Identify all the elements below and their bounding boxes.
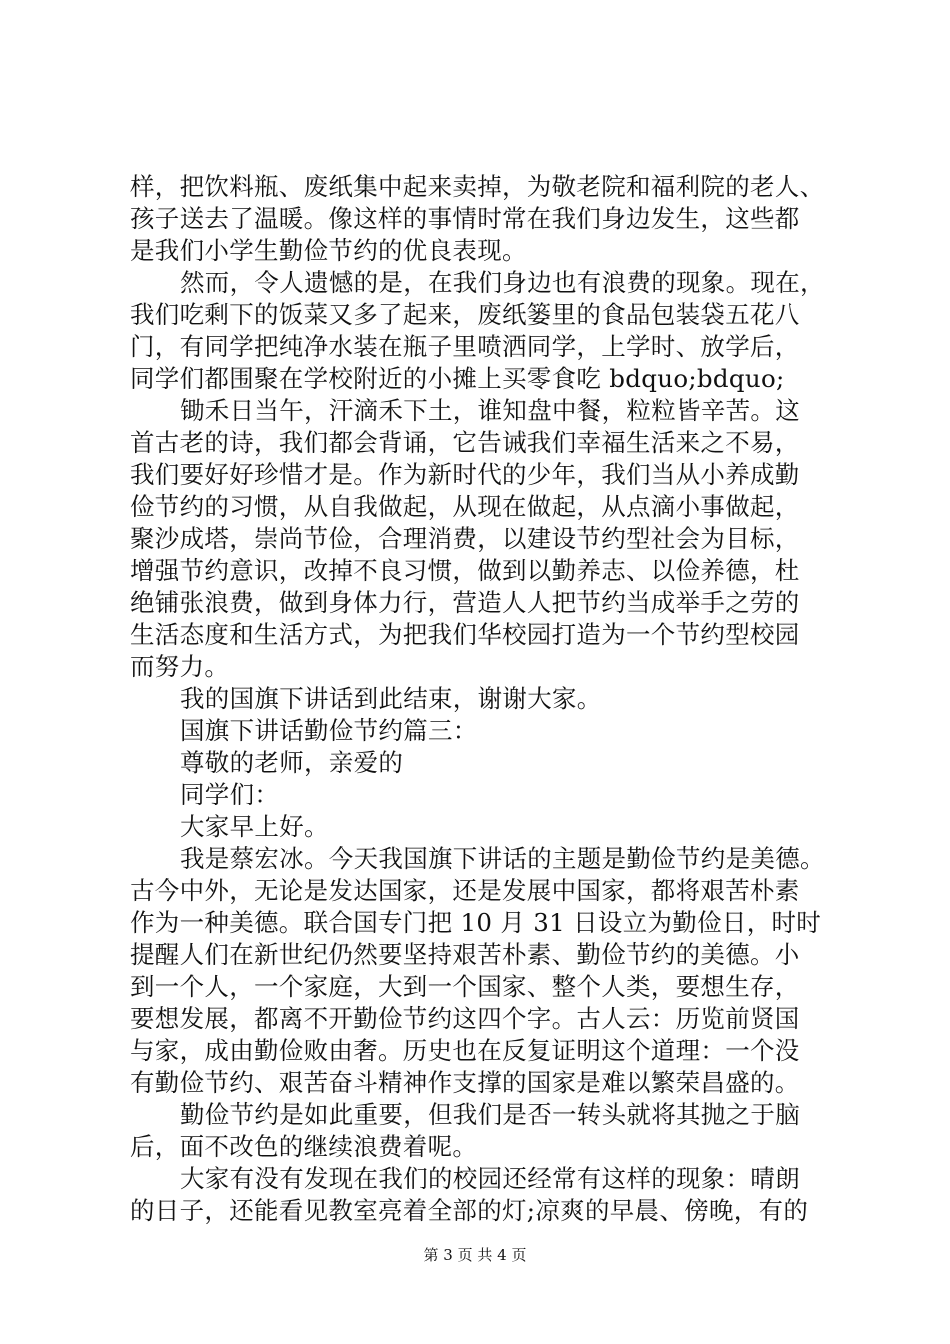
text-line: 聚沙成塔，崇尚节俭，合理消费，以建设节约型社会为目标，: [130, 524, 800, 553]
text-line: 锄禾日当午，汗滴禾下土，谁知盘中餐，粒粒皆辛苦。这: [180, 396, 800, 425]
text-line: 有勤俭节约、艰苦奋斗精神作支撑的国家是难以繁荣昌盛的。: [130, 1068, 800, 1097]
text-line: 首古老的诗，我们都会背诵，它告诫我们幸福生活来之不易，: [130, 428, 800, 457]
text-line: 而努力。: [130, 652, 230, 681]
text-line: 门，有同学把纯净水装在瓶子里喷洒同学，上学时、放学后，: [130, 332, 800, 361]
text-line: 后，面不改色的继续浪费着呢。: [130, 1132, 478, 1161]
text-line: 同学们：: [180, 780, 280, 809]
text-line: 我的国旗下讲话到此结束，谢谢大家。: [180, 684, 602, 713]
text-line: 尊敬的老师，亲爱的: [180, 748, 404, 777]
text-line: 绝铺张浪费，做到身体力行，营造人人把节约当成举手之劳的: [130, 588, 800, 617]
page-number-footer: 第 3 页 共 4 页: [423, 1246, 527, 1264]
text-line: 古今中外，无论是发达国家，还是发展中国家，都将艰苦朴素: [130, 876, 800, 905]
text-line: 大家早上好。: [180, 812, 329, 841]
text-line: 是我们小学生勤俭节约的优良表现。: [130, 236, 527, 265]
text-line: 然而，令人遗憾的是，在我们身边也有浪费的现象。现在，: [180, 268, 825, 297]
text-line: 到一个人，一个家庭，大到一个国家、整个人类，要想生存，: [130, 972, 800, 1001]
text-line: 我是蔡宏冰。今天我国旗下讲话的主题是勤俭节约是美德。: [180, 844, 825, 873]
text-line: 生活态度和生活方式，为把我们华校园打造为一个节约型校园: [130, 620, 800, 649]
text-line: 样，把饮料瓶、废纸集中起来卖掉，为敬老院和福利院的老人、: [130, 172, 825, 201]
text-line: 孩子送去了温暖。像这样的事情时常在我们身边发生，这些都: [130, 204, 800, 233]
text-line: 的日子，还能看见教室亮着全部的灯;凉爽的早晨、傍晚，有的: [130, 1196, 809, 1225]
text-line: 要想发展，都离不开勤俭节约这四个字。古人云：历览前贤国: [130, 1004, 800, 1033]
text-line: 我们吃剩下的饭菜又多了起来，废纸篓里的食品包装袋五花八: [130, 300, 800, 329]
text-line: 作为一种美德。联合国专门把 10 月 31 日设立为勤俭日，时时: [130, 908, 822, 937]
section-heading: 国旗下讲话勤俭节约篇三：: [180, 716, 478, 745]
text-line: 与家，成由勤俭败由奢。历史也在反复证明这个道理：一个没: [130, 1036, 800, 1065]
text-line: 增强节约意识，改掉不良习惯，做到以勤养志、以俭养德，杜: [130, 556, 800, 585]
text-line: 俭节约的习惯，从自我做起，从现在做起，从点滴小事做起，: [130, 492, 800, 521]
text-line: 我们要好好珍惜才是。作为新时代的少年，我们当从小养成勤: [130, 460, 800, 489]
text-line: 提醒人们在新世纪仍然要坚持艰苦朴素、勤俭节约的美德。小: [130, 940, 800, 969]
text-line: 大家有没有发现在我们的校园还经常有这样的现象：晴朗: [180, 1164, 800, 1193]
text-line: 同学们都围聚在学校附近的小摊上买零食吃 bdquo;bdquo;: [130, 364, 785, 393]
text-line: 勤俭节约是如此重要，但我们是否一转头就将其抛之于脑: [180, 1100, 800, 1129]
